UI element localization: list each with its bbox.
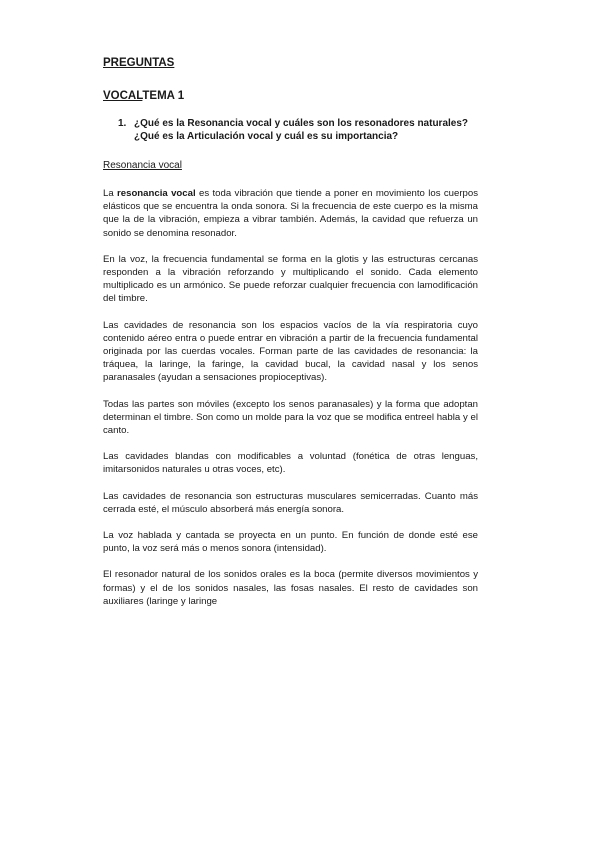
question-item bbox=[118, 117, 478, 143]
section-title bbox=[103, 89, 478, 103]
document-page bbox=[103, 56, 478, 608]
section-title-part1: VOCAL bbox=[103, 90, 143, 102]
paragraph-1 bbox=[103, 187, 478, 240]
question-line-1: ¿Qué es la Resonancia vocal y cuáles son los resonadores naturales? bbox=[134, 118, 469, 129]
paragraph-2: En la voz, la frecuencia fundamental se forma en la glotis y las estructuras cercanas responden a la vibración reforzando y multiplicando el sonido. Cada elemento multiplicado es un armónico. Se puede reforzar cualquier frecuencia con lamodificación del timbre. bbox=[103, 253, 478, 305]
paragraph-1-post: es toda vibración que tiende a poner en movimiento los cuerpos elásticos que se encuentra la onda sonora. Si la frecuencia de este cuerpo es la misma que la de la vibración, empieza a vibrar también. Además, la cavidad que refuerza un sonido se denomina resonador. bbox=[103, 188, 478, 239]
section-title-part2: TEMA 1 bbox=[142, 90, 185, 102]
question-text bbox=[134, 117, 478, 143]
paragraph-3: Las cavidades de resonancia son los espacios vacíos de la vía respiratoria cuyo contenido aéreo entra o puede entrar en vibración a partir de la frecuencia fundamental originada por las cuerdas vocales. Forman parte de las cavidades de resonancia: la tráquea, la laringe, la faringe, la cavidad bucal, la cavidad nasal y los senos paranasales (ayudan a sensaciones propioceptivas). bbox=[103, 319, 478, 384]
paragraph-5: Las cavidades blandas con modificables a voluntad (fonética de otras lenguas, imitarsonidos naturales u otras voces, etc). bbox=[103, 451, 478, 476]
paragraph-1-bold: resonancia vocal bbox=[117, 188, 196, 199]
question-line-2: ¿Qué es la Articulación vocal y cuál es su importancia? bbox=[134, 131, 399, 142]
paragraph-7: La voz hablada y cantada se proyecta en un punto. En función de donde esté ese punto, la voz será más o menos sonora (intensidad). bbox=[103, 530, 478, 555]
paragraph-6: Las cavidades de resonancia son estructuras musculares semicerradas. Cuanto más cerrada esté, el músculo absorberá más energía sonora. bbox=[103, 490, 478, 515]
question-number: 1. bbox=[118, 118, 127, 129]
paragraph-1-pre: La bbox=[103, 188, 118, 199]
paragraph-4: Todas las partes son móviles (excepto los senos paranasales) y la forma que adoptan determinan el timbre. Son como un molde para la voz que se modifica entreel habla y el canto. bbox=[103, 398, 478, 437]
subsection-title: Resonancia vocal bbox=[103, 160, 182, 171]
document-heading: PREGUNTAS bbox=[103, 57, 175, 69]
paragraph-8: El resonador natural de los sonidos orales es la boca (permite diversos movimientos y formas) y el de los sonidos nasales, las fosas nasales. El resto de cavidades son auxiliares (laringe y laringe bbox=[103, 569, 478, 607]
